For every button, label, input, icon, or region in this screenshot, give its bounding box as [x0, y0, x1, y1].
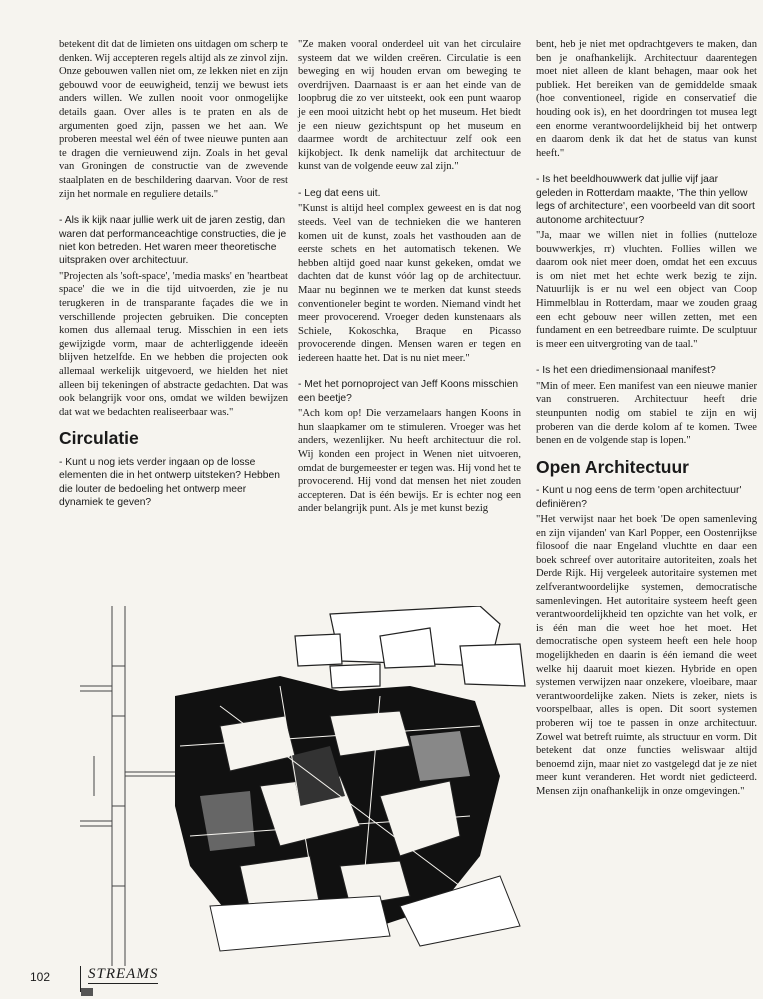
footer-box	[81, 988, 93, 996]
body-paragraph: bent, heb je niet met opdrachtgevers te maken, dan ben je onafhankelijk. Architectuur daarentegen moet niet alleen de klant behagen, maar ook het publiek. Het bereiken van de gemiddelde smaak (hoe conventioneel, rigide en conservatief die houding ook is), en het doordringen tot musea legt een enorme verantwoordelijkheid bij het ontwerp en daarom denk ik dat het de status van kunst heeft."	[536, 39, 757, 159]
body-paragraph: "Projecten als 'soft-space', 'media masks' en 'heartbeat space' die we in die tijd uitvoerden, zie je nu terugkeren in de transparante façades die we in verschillende projecten gebruiken. Die concepten komen dus allemaal terug. Misschien in een iets gewijzigde vorm, maar de achterliggende ideeën blijven hetzelfde. En we hebben die projecten ook allemaal werkelijk uitgevoerd, we hielden het niet alleen bij tekeningen of abstracte gedachten. Dat was ook belangrijk voor ons, omdat we wilden bewijzen dat wat we bedachten realiseerbaar was."	[59, 270, 288, 418]
interview-question: - Met het pornoproject van Jeff Koons misschien een beetje?	[298, 379, 519, 404]
interview-question: - Kunt u nog eens de term 'open architectuur' definiëren?	[536, 485, 742, 510]
magazine-logo: STREAMS	[88, 966, 159, 982]
body-paragraph: "Ze maken vooral onderdeel uit van het circulaire systeem dat we wilden creëren. Circulatie is een beweging en wij houden ervan om beweging te overdrijven. Daarnaast is er aan het einde van de loopbrug die zo ver uitsteekt, ook een punt waarop je een mooi uitzicht hebt op het museum. Het biedt je een nieuw gezichtspunt op het museum en daarmee wordt de architectuur zelf ook een kijkobject. Ik denk namelijk dat architectuur de kunst van de volgende eeuw zal zijn."	[298, 39, 521, 173]
body-paragraph: "Ach kom op! Die verzamelaars hangen Koons in hun slaapkamer om te stimuleren. Vroeger was het anders, wezenlijker. Nu heeft architectuur die rol. Wij konden een project in Wenen niet uitvoeren, omdat de burgemeester er tegen was. Hij vond het te provocerend. Hij vond dat mensen het niet zouden accepteren. Dat is één bewijs. Er is echter nog een ander belangrijk punt. Als je met kunst bezig	[298, 408, 521, 515]
text-column-1	[59, 38, 288, 512]
body-paragraph: "Het verwijst naar het boek 'De open samenleving en zijn vijanden' van Karl Popper, een Oostenrijkse filosoof die naar Engeland vluchtte en daar een boek schreef over autoritaire autoriteiten, zoals het Derde Rijk. Hij vergeleek autoritaire systemen met zelfverantwoordelijke systemen, democratische samenlevingen. Het autoritaire systeem heeft geen verantwoordelijkheid ten opzichte van het volk, er is één man die weet hoe het moet. Het democratische open systeem heeft een hele hoop mogelijkheden en daarin is één iemand die weet welke hij daaruit moet kiezen. Hybride en open systemen verwijzen naar onzekere, vloeibare, maar verantwoordelijke zaken. Niets is zeker, niets is voorspelbaar, alles is open. Dit soort systemen proberen wij toe te passen in onze architectuur. Zowel wat betreft ruimte, als structuur en vorm. Dit betekent dat onze functies weliswaar altijd benoemd zijn, maar niet zo vastgelegd dat je ze niet meer kunt veranderen. Het wordt niet gedicteerd. Mensen zijn onafhankelijk in onze omgevingen."	[536, 514, 757, 797]
upper-outline-shapes	[295, 606, 525, 688]
body-paragraph: "Min of meer. Een manifest van een nieuwe manier van construeren. Architectuur heeft drie steunpunten nodig om stabiel te zijn en wij proberen van die derde kolom af te komen. Twee benen en de volgende stap is lopen."	[536, 380, 757, 447]
text-column-3	[536, 38, 757, 812]
interview-question: - Als ik kijk naar jullie werk uit de jaren zestig, dan waren dat performanceachtige constructies, die je niet kon betreden. Het waren meer theoretische uitspraken over architectuur.	[59, 215, 287, 267]
interview-question: - Kunt u nog iets verder ingaan op de losse elementen die in het ontwerp uitsteken? Hebben die louter de bedoeling het ontwerp meer dynamiek te geven?	[59, 456, 280, 509]
body-paragraph: betekent dit dat de limieten ons uitdagen om scherp te denken. Wij accepteren regels altijd als ze zinvol zijn. Onze gebouwen vallen niet om, ze lekken niet en zijn gebouwd voor de eeuwigheid, tenzij we bewust iets anders willen. We zullen nooit voor onmogelijke details gaan. Over alles is te praten en als de argumenten goed zijn, passen we het aan. We proberen meestal wel één of twee nieuwe punten aan te dragen die vernieuwend zijn. Zoals in het geval van Groningen de constructie van de zwevende staalplaten en de beschildering daarvan. Voor de rest zijn het normale en reguliere details."	[59, 39, 288, 200]
body-paragraph: "Ja, maar we willen niet in follies (nutteloze bouwwerkjes, rr) vluchten. Follies willen we daarom ook niet meer doen, omdat het een excuus is om niet met het echte werk bezig te zijn. Natuurlijk is er nu wel een object van Coop Himmelblau in Rotterdam, maar we zouden graag een echt gebouw neer willen zetten, met een fundament en een betreedbare ruimte. De sculptuur is meer een uitvergroting van de taal."	[536, 229, 757, 350]
architectural-collage-drawing	[80, 606, 540, 986]
interview-question: - Is het beeldhouwwerk dat jullie vijf jaar geleden in Rotterdam maakte, 'The thin yellow legs of architecture', een voorbeeld van dit soort autonome architectuur?	[536, 174, 755, 226]
interview-question: - Is het een driedimensionaal manifest?	[536, 365, 716, 377]
text-column-2	[298, 38, 521, 529]
section-heading: Circulatie	[59, 428, 139, 449]
page-number: 102	[30, 970, 51, 984]
section-heading: Open Architectuur	[536, 456, 689, 477]
interview-question: - Leg dat eens uit.	[298, 187, 381, 199]
body-paragraph: "Kunst is altijd heel complex geweest en is dat nog steeds. Veel van de technieken die we hanteren komen uit de kunst, zoals het vasthouden aan de eerste schets en het automatisch tekenen. We hebben altijd goed naar kunst gekeken, omdat we dachten dat de kunst vóór lag op de architectuur. Maar nu beginnen we te merken dat kunst steeds conventioneler begint te worden. Niemand vindt het meer provocerend. Vroeger deden kunstenaars als Schiele, Kokoschka, Braque en Picasso provocerende dingen. Mensen waren er tegen en iedereen haatte het. Dat is nu niet meer."	[298, 203, 521, 364]
page-footer	[30, 966, 230, 996]
